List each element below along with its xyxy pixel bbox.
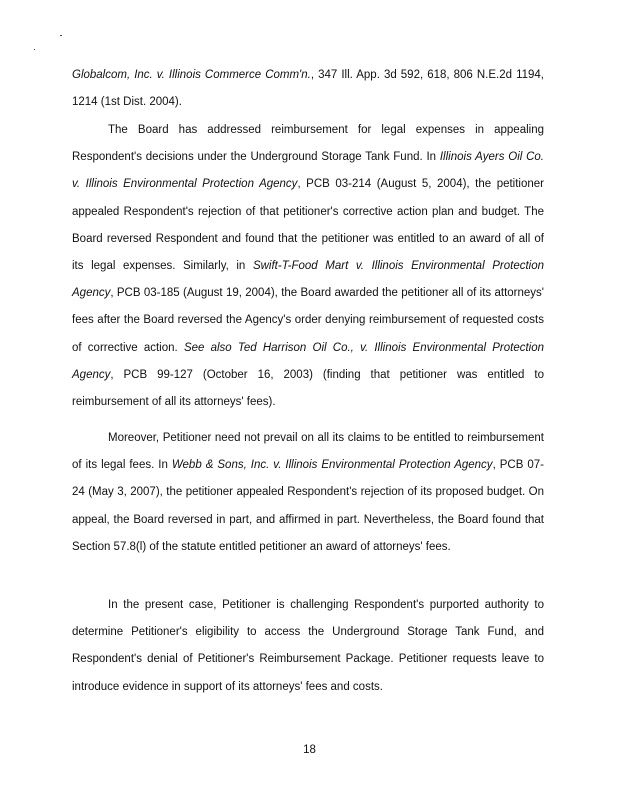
- paragraph-board-reimbursement: The Board has addressed reimbursement for legal expenses in appealing Respondent's decisions under the Underground Storage Tank Fund. In Illinois Ayers Oil Co. v. Illinois Environmental Protection Agency, PCB 03-214 (August 5, 2004), the petitioner appealed Respondent's rejection of that petitioner's corrective action plan and budget. The Board reversed Respondent and found that the petitioner was entitled to an award of all of its legal expenses. Similarly, in Swift-T-Food Mart v. Illinois Environmental Protection Agency, PCB 03-185 (August 19, 2004), the Board awarded the petitioner all of its attorneys' fees after the Board reversed the Agency's order denying reimbursement of requested costs of corrective action. See also Ted Harrison Oil Co., v. Illinois Environmental Protection Agency, PCB 99-127 (October 16, 2003) (finding that petitioner was entitled to reimbursement of all its attorneys' fees).: [72, 124, 545, 409]
- scan-speck: [34, 49, 35, 50]
- case-name: Webb & Sons, Inc. v. Illinois Environmental Protection Agency: [171, 459, 493, 472]
- paragraph-need-not-prevail: Moreover, Petitioner need not prevail on all its claims to be entitled to reimbursement of its legal fees. In Webb & Sons, Inc. v. Illinois Environmental Protection Agency, PCB 07-24 (May 3, 2007), the petitioner appealed Respondent's rejection of its proposed budget. On appeal, the Board reversed in part, and affirmed in part. Nevertheless, the Board found that Section 57.8(l) of the statute entitled petitioner an award of attorneys' fees.: [72, 432, 545, 553]
- case-name: Illinois Ayers Oil Co. v. Illinois Environmental Protection Agency: [72, 151, 544, 191]
- citation-text: , 347 Ill. App. 3d 592, 618, 806 N.E.2d 1194, 1214 (1st Dist. 2004).: [72, 69, 544, 109]
- case-name: Globalcom, Inc. v. Illinois Commerce Comm'n.: [72, 69, 311, 81]
- citation-continuation: [72, 62, 544, 116]
- paragraph-present-case: In the present case, Petitioner is challenging Respondent's purported authority to determine Petitioner's eligibility to access the Underground Storage Tank Fund, and Respondent's denial of Petitioner's Reimbursement Package. Petitioner requests leave to introduce evidence in support of its attorneys' fees and costs.: [72, 599, 544, 693]
- case-name: See also Ted Harrison Oil Co., v. Illinois Environmental Protection Agency: [72, 341, 545, 381]
- case-name: Swift-T-Food Mart v. Illinois Environmental Protection Agency: [72, 260, 545, 300]
- page-number: 18: [303, 744, 316, 756]
- scan-speck: [60, 35, 62, 36]
